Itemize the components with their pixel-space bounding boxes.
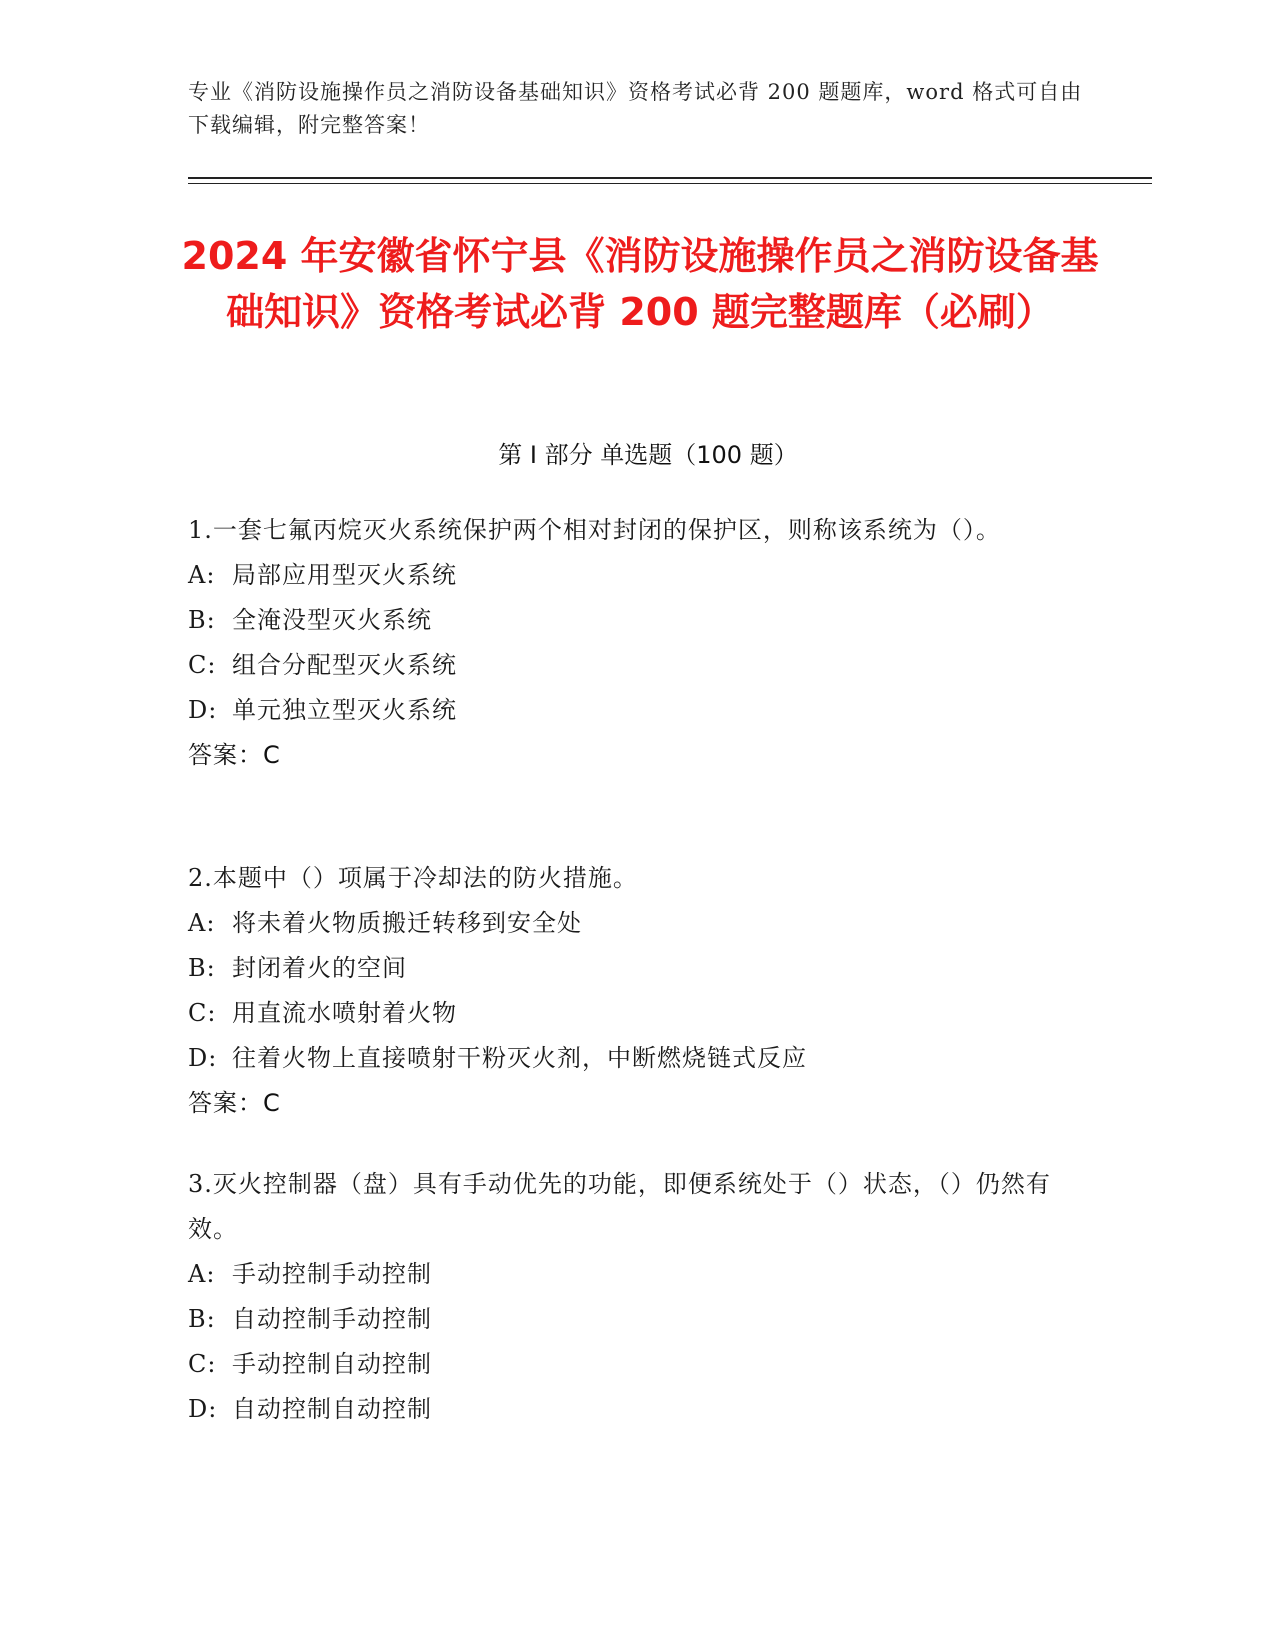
question-stem: 3.灭火控制器（盘）具有手动优先的功能，即便系统处于（）状态，（）仍然有效。	[188, 1170, 1051, 1243]
question-stem: 2.本题中（）项属于冷却法的防火措施。	[188, 864, 638, 892]
question-stem: 1.一套七氟丙烷灭火系统保护两个相对封闭的保护区，则称该系统为（）。	[188, 516, 1001, 544]
option-key: B:	[188, 954, 216, 982]
header-note: 专业《消防设施操作员之消防设备基础知识》资格考试必背 200 题题库，word 格式可自由下载编辑，附完整答案！	[188, 80, 1083, 137]
option-text: 局部应用型灭火系统	[232, 561, 457, 589]
option-b	[188, 598, 1088, 643]
answer: 答案：C	[188, 741, 281, 769]
option-text: 单元独立型灭火系统	[232, 696, 457, 724]
option-b	[188, 1297, 1088, 1342]
option-d	[188, 688, 1088, 733]
option-a	[188, 901, 1088, 946]
option-c	[188, 1342, 1088, 1387]
option-key: A:	[188, 1260, 216, 1288]
option-key: B:	[188, 606, 216, 634]
option-d	[188, 1387, 1088, 1432]
question-3	[188, 1162, 1088, 1432]
question-1	[188, 508, 1088, 778]
option-text: 往着火物上直接喷射干粉灭火剂，中断燃烧链式反应	[232, 1044, 807, 1072]
option-text: 全淹没型灭火系统	[232, 606, 432, 634]
question-2	[188, 856, 1088, 1126]
option-key: D:	[188, 696, 218, 724]
option-key: B:	[188, 1305, 216, 1333]
option-text: 自动控制手动控制	[232, 1305, 432, 1333]
option-text: 用直流水喷射着火物	[232, 999, 457, 1027]
option-c	[188, 991, 1088, 1036]
option-text: 自动控制自动控制	[232, 1395, 432, 1423]
option-key: C:	[188, 651, 217, 679]
section-heading: 第 I 部分 单选题（100 题）	[498, 441, 798, 469]
answer: 答案：C	[188, 1089, 281, 1117]
option-key: C:	[188, 999, 217, 1027]
option-key: C:	[188, 1350, 217, 1378]
option-key: D:	[188, 1044, 218, 1072]
option-text: 手动控制自动控制	[232, 1350, 432, 1378]
option-text: 组合分配型灭火系统	[232, 651, 457, 679]
option-text: 将未着火物质搬迁转移到安全处	[232, 909, 582, 937]
option-b	[188, 946, 1088, 991]
option-key: D:	[188, 1395, 218, 1423]
option-text: 手动控制手动控制	[232, 1260, 432, 1288]
option-key: A:	[188, 909, 216, 937]
option-key: A:	[188, 561, 216, 589]
document-title: 2024 年安徽省怀宁县《消防设施操作员之消防设备基础知识》资格考试必背 200 题完整题库（必刷）	[181, 234, 1099, 334]
option-a	[188, 1252, 1088, 1297]
option-d	[188, 1036, 1088, 1081]
header-divider-thick	[188, 177, 1152, 179]
header-divider-thin	[188, 183, 1152, 184]
option-text: 封闭着火的空间	[232, 954, 407, 982]
option-a	[188, 553, 1088, 598]
option-c	[188, 643, 1088, 688]
